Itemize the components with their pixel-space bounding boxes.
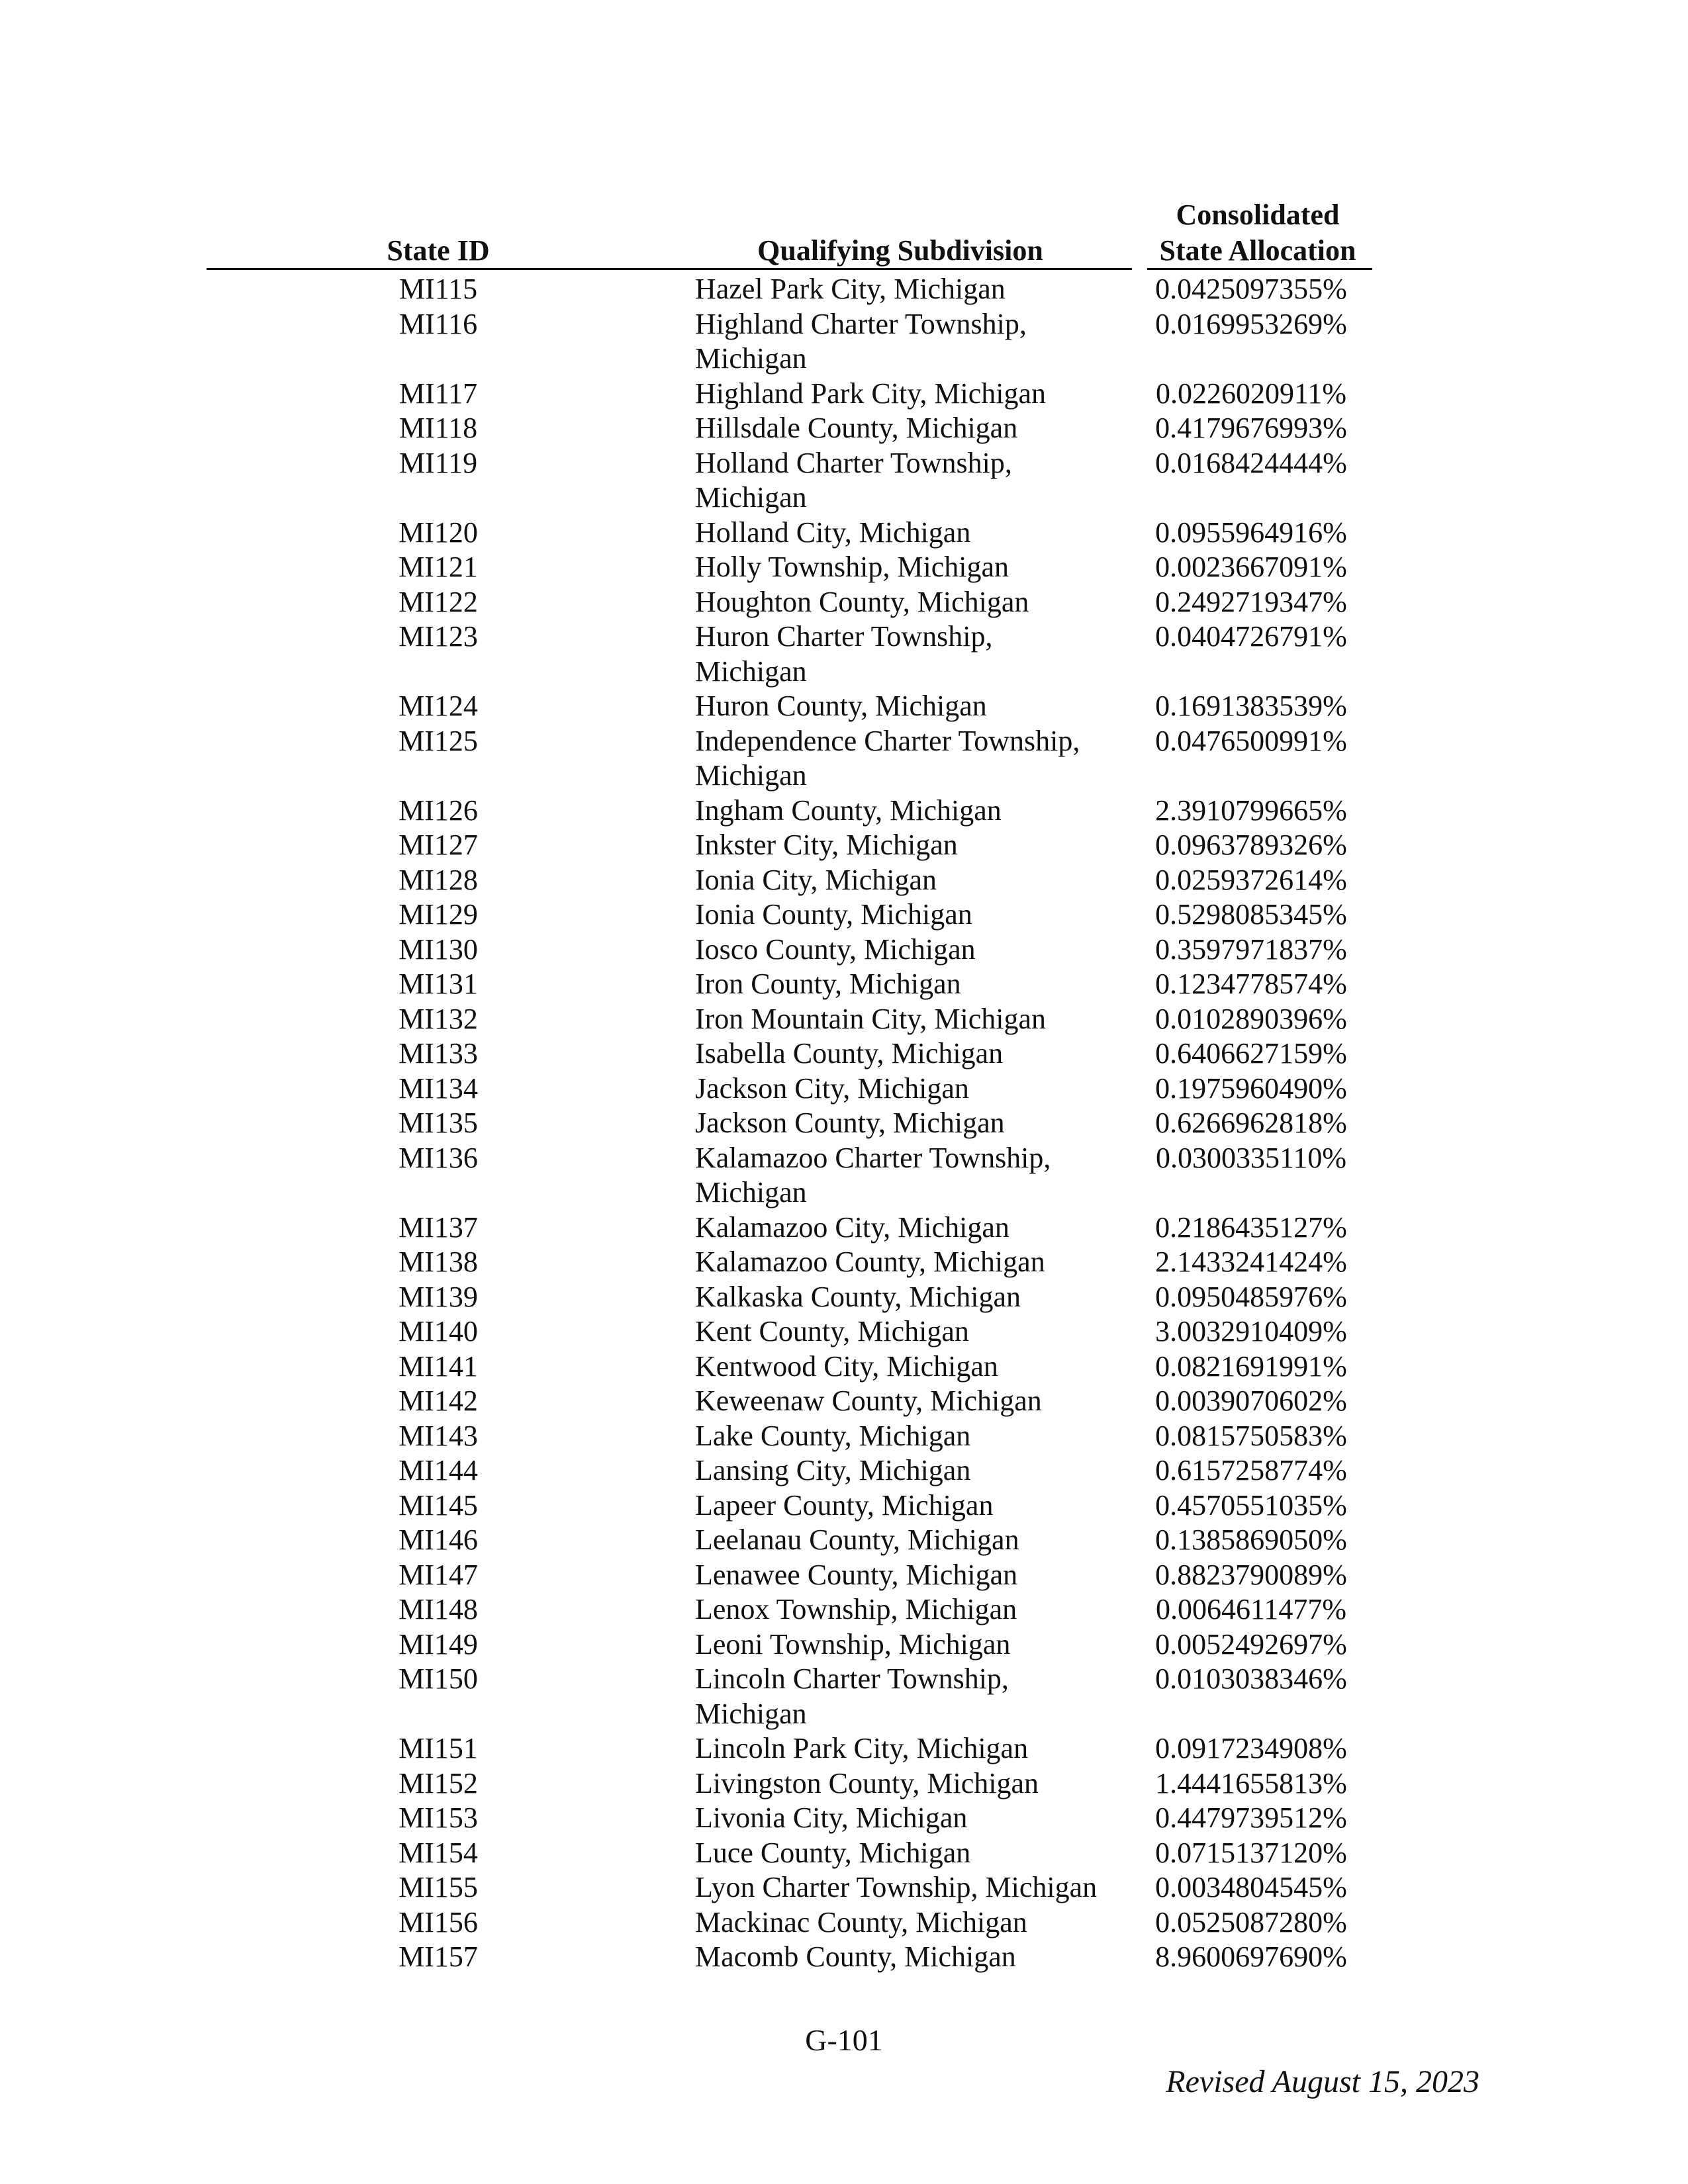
subdivision-line: Hillsdale County, Michigan [695, 412, 1018, 444]
subdivision-line: Iron Mountain City, Michigan [695, 1002, 1046, 1035]
subdivision-cell [695, 1627, 1125, 1662]
subdivision-cell [695, 1523, 1125, 1558]
state-id-cell: MI135 [399, 1107, 478, 1139]
allocation-cell: 0.0103038346% [1155, 1662, 1347, 1695]
table-row [0, 1940, 1688, 1975]
state-id-cell: MI126 [399, 794, 478, 827]
state-id-cell: MI129 [399, 898, 478, 931]
table-row [0, 272, 1688, 307]
subdivision-line: Michigan [695, 342, 807, 375]
subdivision-line: Ionia County, Michigan [695, 898, 972, 931]
allocation-cell: 0.4479739512% [1155, 1801, 1347, 1834]
state-id-cell: MI155 [399, 1871, 478, 1903]
state-id-cell: MI120 [399, 516, 478, 549]
table-row [0, 1766, 1688, 1801]
state-id-cell: MI116 [399, 307, 478, 340]
header-consolidated-state-allocation [1139, 197, 1377, 269]
table-row [0, 1801, 1688, 1836]
subdivision-line: Ingham County, Michigan [695, 794, 1002, 827]
allocation-cell: 2.3910799665% [1155, 794, 1347, 827]
state-id-cell: MI141 [399, 1349, 478, 1383]
subdivision-cell [695, 1766, 1125, 1801]
state-id-cell: MI136 [399, 1141, 478, 1174]
subdivision-cell [695, 1245, 1125, 1280]
allocation-cell: 0.0404726791% [1155, 620, 1347, 653]
header-state-id: State ID [387, 234, 490, 267]
state-id-cell: MI121 [399, 551, 478, 583]
allocation-cell: 0.1975960490% [1155, 1071, 1347, 1105]
subdivision-line: Isabella County, Michigan [695, 1037, 1004, 1069]
table-row [0, 1419, 1688, 1454]
state-id-cell: MI142 [399, 1385, 478, 1417]
state-id-cell: MI140 [399, 1315, 478, 1347]
subdivision-line: Michigan [695, 655, 807, 688]
allocation-cell: 3.0032910409% [1155, 1315, 1347, 1347]
subdivision-line: Highland Charter Township, [695, 307, 1027, 340]
subdivision-line: Kent County, Michigan [695, 1315, 969, 1347]
state-id-cell: MI128 [399, 863, 478, 896]
table-row [0, 1349, 1688, 1385]
subdivision-line: Lyon Charter Township, Michigan [695, 1871, 1098, 1903]
subdivision-line: Luce County, Michigan [695, 1836, 971, 1869]
allocation-cell: 0.2186435127% [1155, 1210, 1347, 1244]
header-rule-state-id [207, 268, 670, 270]
table-row [0, 967, 1688, 1002]
subdivision-line: Holly Township, Michigan [695, 551, 1009, 583]
header-rule-subdivision [669, 268, 1132, 270]
subdivision-line: Lenox Township, Michigan [695, 1593, 1017, 1625]
table-row [0, 1662, 1688, 1731]
subdivision-cell [695, 828, 1125, 863]
table-row [0, 446, 1688, 516]
state-id-cell: MI125 [399, 724, 478, 757]
subdivision-cell [695, 1071, 1125, 1107]
subdivision-cell [695, 272, 1125, 307]
state-id-cell: MI150 [399, 1662, 478, 1695]
subdivision-cell [695, 1210, 1125, 1246]
allocation-cell: 0.0476500991% [1155, 724, 1347, 757]
subdivision-cell [695, 1801, 1125, 1836]
allocation-cell: 0.2492719347% [1155, 585, 1347, 618]
subdivision-line: Kalamazoo County, Michigan [695, 1246, 1045, 1278]
table-row [0, 863, 1688, 898]
subdivision-line: Keweenaw County, Michigan [695, 1385, 1042, 1417]
subdivision-cell [695, 1836, 1125, 1871]
revised-date: Revised August 15, 2023 [1166, 2064, 1479, 2099]
table-row [0, 689, 1688, 724]
subdivision-cell [695, 619, 1125, 689]
state-id-cell: MI115 [399, 273, 478, 305]
subdivision-line: Michigan [695, 481, 807, 514]
subdivision-line: Kentwood City, Michigan [695, 1349, 998, 1383]
allocation-cell: 0.0064611477% [1155, 1593, 1347, 1625]
allocation-cell: 0.0821691991% [1155, 1349, 1347, 1383]
table-row [0, 619, 1688, 689]
state-id-cell: MI156 [399, 1905, 478, 1938]
state-id-cell: MI153 [399, 1801, 478, 1834]
allocation-cell: 0.0039070602% [1155, 1385, 1347, 1417]
subdivision-cell [695, 724, 1125, 794]
allocation-cell: 0.4570551035% [1155, 1488, 1347, 1522]
allocation-cell: 0.3597971837% [1155, 933, 1347, 966]
subdivision-cell [695, 446, 1125, 516]
subdivision-cell [695, 1036, 1125, 1071]
state-id-cell: MI123 [399, 620, 478, 653]
state-id-cell: MI117 [399, 377, 478, 410]
subdivision-cell [695, 1141, 1125, 1210]
subdivision-line: Lapeer County, Michigan [695, 1488, 994, 1522]
subdivision-cell [695, 411, 1125, 446]
allocation-cell: 0.1691383539% [1155, 690, 1347, 722]
state-id-cell: MI134 [399, 1071, 478, 1105]
state-id-cell: MI151 [399, 1732, 478, 1764]
state-id-cell: MI119 [399, 446, 478, 479]
subdivision-cell [695, 1453, 1125, 1488]
subdivision-line: Mackinac County, Michigan [695, 1905, 1027, 1938]
state-id-cell: MI127 [399, 829, 478, 861]
allocation-cell: 0.0052492697% [1155, 1627, 1347, 1661]
allocation-cell: 0.0715137120% [1155, 1836, 1347, 1869]
state-id-cell: MI124 [399, 690, 478, 722]
subdivision-line: Livingston County, Michigan [695, 1766, 1039, 1799]
allocation-cell: 0.0300335110% [1155, 1141, 1347, 1174]
subdivision-line: Lansing City, Michigan [695, 1454, 971, 1486]
table-row [0, 1905, 1688, 1940]
table-row [0, 1106, 1688, 1141]
table-row [0, 897, 1688, 933]
subdivision-line: Independence Charter Township, [695, 724, 1080, 757]
subdivision-cell [695, 1905, 1125, 1940]
allocation-cell: 0.1385869050% [1155, 1524, 1347, 1556]
state-id-cell: MI148 [399, 1593, 478, 1625]
subdivision-line: Huron Charter Township, [695, 620, 993, 653]
table-row [0, 724, 1688, 794]
allocation-cell: 0.4179676993% [1155, 412, 1347, 444]
subdivision-cell [695, 1731, 1125, 1766]
subdivision-line: Macomb County, Michigan [695, 1940, 1016, 1973]
table-row [0, 794, 1688, 829]
subdivision-cell [695, 933, 1125, 968]
allocation-cell: 0.0023667091% [1155, 551, 1347, 583]
table-row [0, 1036, 1688, 1071]
subdivision-cell [695, 377, 1125, 412]
subdivision-line: Holland Charter Township, [695, 446, 1012, 479]
subdivision-line: Jackson County, Michigan [695, 1107, 1005, 1139]
table-row [0, 1523, 1688, 1558]
subdivision-cell [695, 897, 1125, 933]
table-row [0, 411, 1688, 446]
allocation-cell: 0.0963789326% [1155, 829, 1347, 861]
allocation-cell: 0.0034804545% [1155, 1871, 1347, 1903]
table-row [0, 1384, 1688, 1419]
subdivision-line: Lincoln Charter Township, [695, 1662, 1009, 1695]
table-row [0, 585, 1688, 620]
subdivision-cell [695, 863, 1125, 898]
table-row [0, 1731, 1688, 1766]
allocation-cell: 0.0525087280% [1155, 1905, 1347, 1938]
subdivision-line: Jackson City, Michigan [695, 1071, 969, 1105]
allocation-cell: 8.9600697690% [1155, 1940, 1347, 1973]
subdivision-line: Highland Park City, Michigan [695, 377, 1046, 410]
table-row [0, 1836, 1688, 1871]
table-body [0, 272, 1688, 1975]
subdivision-line: Holland City, Michigan [695, 516, 971, 549]
table-row [0, 1314, 1688, 1349]
subdivision-cell [695, 1314, 1125, 1349]
subdivision-cell [695, 1870, 1125, 1905]
subdivision-cell [695, 1384, 1125, 1419]
subdivision-cell [695, 1488, 1125, 1524]
allocation-cell: 0.0815750583% [1155, 1419, 1347, 1452]
state-id-cell: MI154 [399, 1836, 478, 1869]
subdivision-line: Ionia City, Michigan [695, 863, 937, 896]
table-row [0, 1280, 1688, 1315]
subdivision-line: Leelanau County, Michigan [695, 1524, 1019, 1556]
subdivision-cell [695, 1280, 1125, 1315]
table-row [0, 516, 1688, 551]
header-allocation-line1: Consolidated [1176, 199, 1340, 231]
state-id-cell: MI144 [399, 1454, 478, 1486]
subdivision-line: Kalkaska County, Michigan [695, 1280, 1021, 1313]
subdivision-cell [695, 585, 1125, 620]
state-id-cell: MI143 [399, 1419, 478, 1452]
allocation-cell: 0.0102890396% [1155, 1002, 1347, 1035]
subdivision-line: Kalamazoo Charter Township, [695, 1141, 1051, 1174]
allocation-cell: 0.6266962818% [1155, 1107, 1347, 1139]
table-header [0, 0, 1688, 278]
state-id-cell: MI139 [399, 1280, 478, 1313]
table-row [0, 1002, 1688, 1037]
state-id-cell: MI122 [399, 585, 478, 618]
table-row [0, 1071, 1688, 1107]
state-id-cell: MI131 [399, 968, 478, 1000]
table-row [0, 1141, 1688, 1210]
allocation-cell: 0.0169953269% [1155, 307, 1347, 340]
subdivision-line: Huron County, Michigan [695, 690, 987, 722]
table-row [0, 1558, 1688, 1593]
header-allocation-line2: State Allocation [1159, 234, 1356, 267]
allocation-cell: 0.1234778574% [1155, 968, 1347, 1000]
table-row [0, 1210, 1688, 1246]
allocation-cell: 0.5298085345% [1155, 898, 1347, 931]
subdivision-cell [695, 1349, 1125, 1385]
table-row [0, 550, 1688, 585]
subdivision-line: Iron County, Michigan [695, 968, 961, 1000]
state-id-cell: MI146 [399, 1524, 478, 1556]
table-row [0, 1592, 1688, 1627]
allocation-cell: 0.0226020911% [1155, 377, 1347, 410]
subdivision-cell [695, 550, 1125, 585]
allocation-cell: 0.0955964916% [1155, 516, 1347, 549]
subdivision-cell [695, 689, 1125, 724]
header-qualifying-subdivision: Qualifying Subdivision [757, 234, 1043, 267]
state-id-cell: MI152 [399, 1766, 478, 1799]
subdivision-line: Iosco County, Michigan [695, 933, 976, 966]
subdivision-line: Livonia City, Michigan [695, 1801, 968, 1834]
subdivision-cell [695, 1558, 1125, 1593]
subdivision-line: Michigan [695, 1176, 807, 1208]
table-row [0, 1488, 1688, 1524]
subdivision-cell [695, 1592, 1125, 1627]
table-row [0, 1245, 1688, 1280]
subdivision-line: Leoni Township, Michigan [695, 1627, 1011, 1661]
state-id-cell: MI137 [399, 1210, 478, 1244]
subdivision-line: Inkster City, Michigan [695, 829, 958, 861]
subdivision-line: Michigan [695, 759, 807, 792]
state-id-cell: MI138 [399, 1246, 478, 1278]
table-row [0, 377, 1688, 412]
allocation-cell: 0.0917234908% [1155, 1732, 1347, 1764]
header-rule-allocation [1147, 268, 1372, 270]
table-row [0, 933, 1688, 968]
subdivision-cell [695, 1662, 1125, 1731]
state-id-cell: MI147 [399, 1558, 478, 1591]
subdivision-cell [695, 794, 1125, 829]
subdivision-cell [695, 307, 1125, 377]
subdivision-line: Houghton County, Michigan [695, 585, 1029, 618]
allocation-cell: 0.6406627159% [1155, 1037, 1347, 1069]
subdivision-line: Lincoln Park City, Michigan [695, 1732, 1029, 1764]
allocation-cell: 0.0425097355% [1155, 273, 1347, 305]
allocation-cell: 0.0950485976% [1155, 1280, 1347, 1313]
subdivision-cell [695, 516, 1125, 551]
allocation-cell: 0.0259372614% [1155, 863, 1347, 896]
table-row [0, 1627, 1688, 1662]
allocation-cell: 0.0168424444% [1155, 446, 1347, 479]
subdivision-cell [695, 1940, 1125, 1975]
state-id-cell: MI157 [399, 1940, 478, 1973]
state-id-cell: MI130 [399, 933, 478, 966]
subdivision-cell [695, 1002, 1125, 1037]
allocation-cell: 1.4441655813% [1155, 1766, 1347, 1799]
subdivision-line: Lenawee County, Michigan [695, 1558, 1018, 1591]
table-row [0, 1870, 1688, 1905]
subdivision-line: Michigan [695, 1697, 807, 1730]
state-id-cell: MI145 [399, 1488, 478, 1522]
page-number: G-101 [805, 2023, 883, 2057]
table-row [0, 1453, 1688, 1488]
state-id-cell: MI132 [399, 1002, 478, 1035]
table-row [0, 307, 1688, 377]
subdivision-line: Lake County, Michigan [695, 1419, 971, 1452]
allocation-cell: 0.6157258774% [1155, 1454, 1347, 1486]
state-id-cell: MI133 [399, 1037, 478, 1069]
subdivision-cell [695, 1419, 1125, 1454]
state-id-cell: MI149 [399, 1627, 478, 1661]
table-row [0, 828, 1688, 863]
subdivision-line: Kalamazoo City, Michigan [695, 1210, 1009, 1244]
allocation-cell: 0.8823790089% [1155, 1558, 1347, 1591]
subdivision-line: Hazel Park City, Michigan [695, 273, 1006, 305]
subdivision-cell [695, 1106, 1125, 1141]
subdivision-cell [695, 967, 1125, 1002]
allocation-cell: 2.1433241424% [1155, 1246, 1347, 1278]
state-id-cell: MI118 [399, 412, 478, 444]
